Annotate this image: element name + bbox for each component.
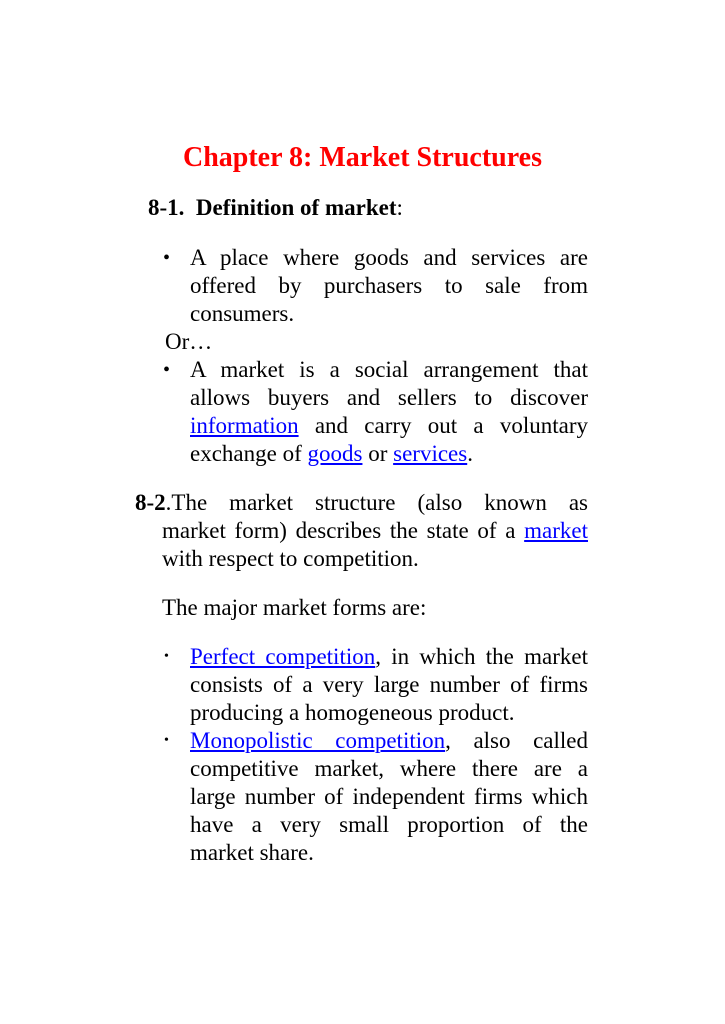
bullet-dot-icon: • [164,649,169,664]
text-line: consumers. [190,301,295,326]
market-link[interactable]: market [524,518,588,543]
page-title: Chapter 8: Market Structures [182,142,542,173]
text-line: allows buyers and sellers to discover [190,385,588,410]
text-line [190,643,588,671]
text-line: producing a homogeneous product. [190,700,515,725]
section-number: 8-1. [148,195,185,220]
text-line [162,517,588,545]
text-line [190,440,588,468]
market-form-item-2 [190,727,588,867]
text-fragment: .The market structure (also known as [165,490,588,515]
perfect-competition-link[interactable]: Perfect competition [190,644,376,669]
monopolistic-competition-link[interactable]: Monopolistic competition [190,728,446,753]
definition-item-2 [190,356,588,468]
text-line: A place where goods and services are [190,245,588,270]
forms-intro: The major market forms are: [162,595,427,620]
text-fragment: and carry out a voluntary [314,413,588,438]
text-fragment: exchange of [190,441,308,466]
information-link[interactable]: information [190,413,299,438]
market-form-item-1 [190,643,588,727]
goods-link[interactable]: goods [307,441,363,466]
text-line: have a very small proportion of the [190,812,588,837]
text-line: with respect to competition. [162,546,419,571]
text-line [190,727,588,755]
section-8-2-line-1 [135,489,588,517]
section-heading-text: Definition of market [195,195,397,220]
text-line: competitive market, where there are a [190,756,588,781]
or-text: Or… [165,329,213,354]
text-line: large number of independent firms which [190,784,588,809]
text-line [190,412,588,440]
text-line: market share. [190,840,314,865]
bullet-dot-icon: • [163,359,171,381]
bullet-dot-icon: • [163,247,171,269]
text-fragment: market form) describes the state of a [162,518,525,543]
section-8-2-body [162,517,588,573]
text-line: A market is a social arrangement that [190,357,588,382]
text-fragment: . [467,441,473,466]
text-fragment: or [362,441,394,466]
text-line: consists of a very large number of firms [190,672,588,697]
heading-colon: : [396,195,403,220]
section-number: 8-2 [135,490,166,515]
text-fragment: , in which the market [375,644,588,669]
services-link[interactable]: services [393,441,468,466]
section-heading-8-1 [148,194,403,222]
text-fragment: , also called [445,728,588,753]
bullet-dot-icon: • [164,733,169,748]
text-line: offered by purchasers to sale from [190,273,588,298]
definition-item-1 [190,244,588,328]
text-line [135,489,588,517]
